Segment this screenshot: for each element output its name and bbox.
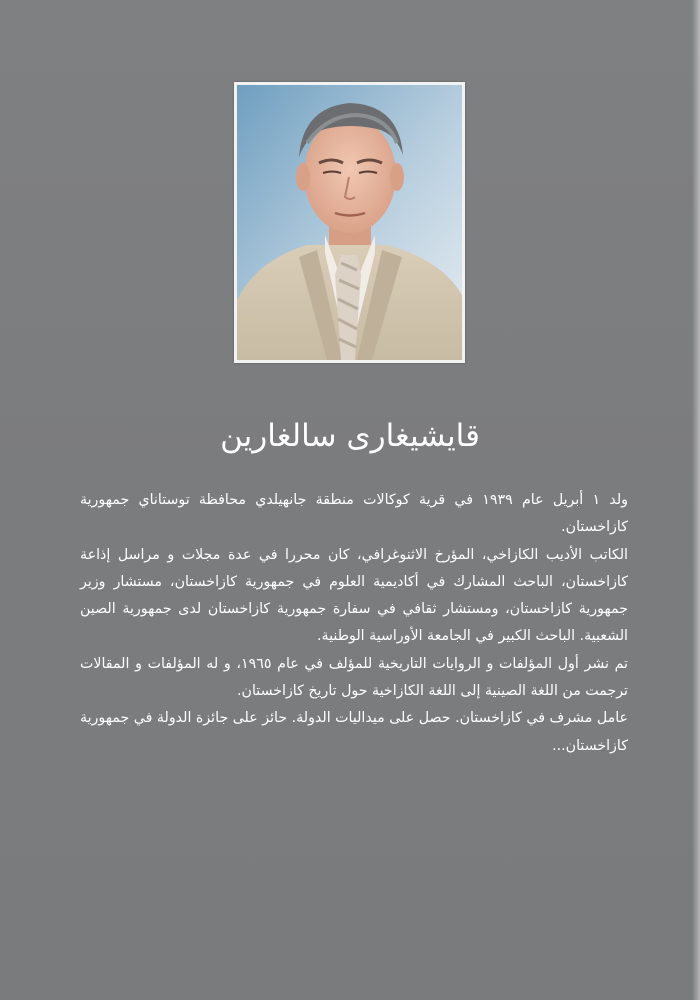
bio-paragraph: الكاتب الأديب الكازاخي، المؤرخ الاثنوغرافي، كان محررا في عدة مجلات و مراسل إذاعة كازاخستان، الباحث المشارك في أكاديمية العلوم في جمهورية كازاخستان، مستشار وزير جمهورية كازاخستان، ومستشار ثقافي في سفارة جمهورية كازاخستان لدى جمهورية الصين الشعبية. الباحث الكبير في الجامعة الأوراسية الوطنية. [80, 546, 628, 645]
bio-paragraph: تم نشر أول المؤلفات و الروايات التاريخية للمؤلف في عام ١٩٦٥، و له المؤلفات و المقالات ترجمت من اللغة الصينية إلى اللغة الكازاخية حول تاريخ كازاخستان. [80, 655, 628, 700]
author-portrait-image [237, 85, 462, 360]
author-biography [80, 487, 628, 760]
bio-paragraph: ولد ١ أبريل عام ١٩٣٩ في قرية كوكالات منطقة جانهيلدي محافظة توستاناي جمهورية كازاخستان. [80, 492, 628, 536]
author-name-heading: قايشيغارى سالغارين [220, 418, 480, 454]
author-photo [234, 82, 465, 363]
bio-paragraph: عامل مشرف في كازاخستان. حصل على ميداليات الدولة. حائز على جائزة الدولة في جمهورية كازاخستان... [80, 710, 628, 754]
